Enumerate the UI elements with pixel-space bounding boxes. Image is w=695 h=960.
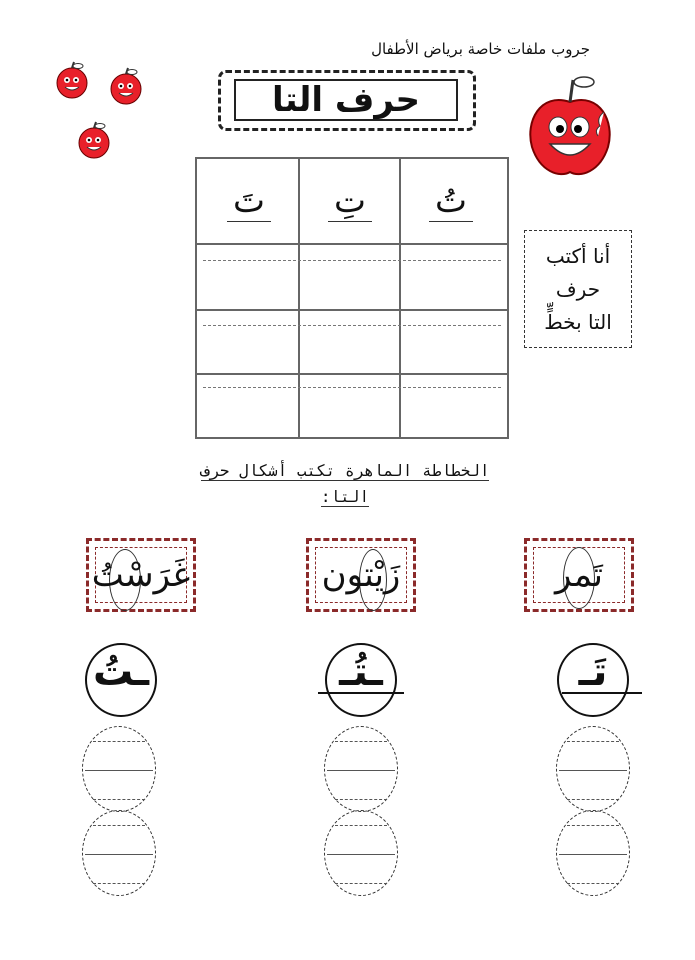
practice-circle xyxy=(82,810,156,896)
group-name-header: جروب ملفات خاصة برياض الأطفال xyxy=(371,40,590,58)
vowel-form-fatha: تَ xyxy=(199,181,299,221)
vowel-form-kasra: تِ xyxy=(300,181,400,221)
instruction-text: الخطاطة الماهرة تكتب أشكال حرف التا: xyxy=(200,461,490,506)
note-box xyxy=(524,230,632,348)
word-box-tamr: تَمر xyxy=(524,538,634,612)
apple-icon xyxy=(74,120,114,160)
practice-circle xyxy=(324,810,398,896)
practice-circle xyxy=(324,726,398,812)
practice-circle xyxy=(556,726,630,812)
word-box-zaytoon: زَيْتون xyxy=(306,538,416,612)
practice-circle xyxy=(556,810,630,896)
practice-circle xyxy=(82,726,156,812)
word-box-gharast: غَرَسْتُ xyxy=(86,538,196,612)
apple-icon xyxy=(106,66,146,106)
letter-form-initial: تَـ xyxy=(557,643,629,717)
letter-form-final: ـتُ xyxy=(85,643,157,717)
apple-icon xyxy=(52,60,92,100)
page-title: حرف التا xyxy=(234,79,458,121)
note-line: أنا أكتب xyxy=(545,243,611,268)
note-line: حرف xyxy=(555,276,601,301)
note-line: التا بخطٍّ xyxy=(544,309,612,334)
vowel-form-damma: تُ xyxy=(401,181,501,221)
letter-form-medial: ـتُـ xyxy=(325,643,397,717)
large-apple-icon xyxy=(520,72,620,182)
writing-grid xyxy=(195,157,509,439)
